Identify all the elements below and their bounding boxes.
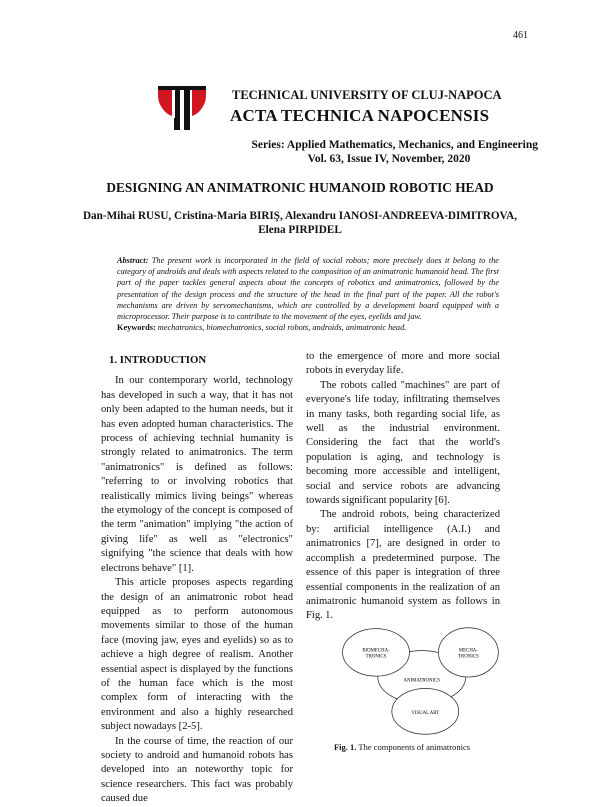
label-mec1: MECHA- <box>458 648 478 654</box>
university-logo <box>158 86 206 132</box>
label-visual-art: VISUAL ART <box>411 711 440 716</box>
section-heading: 1. INTRODUCTION <box>109 354 207 366</box>
journal-name: ACTA TECHNICA NAPOCENSIS <box>230 106 490 125</box>
caption-label: Fig. 1. <box>333 742 357 752</box>
paragraph: In the course of time, the reaction of our society to android and humanoid robots has developed into an noteworthy topic for science researchers. This fact was probably caused due <box>101 735 293 805</box>
label-bio1: BIOMECHA- <box>362 648 390 654</box>
paper-title: DESIGNING AN ANIMATRONIC HUMANOID ROBOTIC HEAD <box>106 180 494 195</box>
series-line: Series: Applied Mathematics, Mechanics, and Engineering <box>251 139 538 151</box>
paragraph: In our contemporary world, technology has developed in such a way, that it has not only been adapted to the human needs, but it has even adopted human characteristics. The process of achieving technial humanity is strongly related to animatronics. The term "animatronics" is defined as follows: "referring to or involving robotics that realistically mimics living beings" whereas the etymology of the concept is composed of the term "animation" implying "the action of giving life" as well as "electronics" signifying "the science that deals with how electrons behave" [1]. <box>101 375 293 574</box>
authors <box>80 209 520 237</box>
abstract <box>117 255 499 333</box>
paragraph: This article proposes aspects regarding the design of an animatronic robot head equipped as to perform autonomous movements similar to those of the human face (moving jaw, eyes and eyelids) so as to achieve a high degree of realism. Another essential aspect is displayed by the functions of the human face which is the most complex form of interacting with the environment and also a highly researched subject nowadays [2-5]. <box>101 577 293 733</box>
abstract-text: The present work is incorporated in the field of social robots; more precisely does it belong to the category of androids and deals with aspects related to the composition of an animatronic humanoid head. The first part of the paper tackles general aspects about the concepts of robotics and animatronics, followed by the presentation of the design process and the structure of the head in the final part of the paper. All the robot's mechanisms are driven by servomechanisms, which are controlled by a development board equipped with a microprocessor. Their purpose is to contribute to the movement of the eyes, eyelids and jaw. <box>117 256 499 322</box>
abstract-label: Abstract: <box>117 256 149 265</box>
label-animatronics: ANIMATRONICS <box>403 678 441 684</box>
left-column <box>101 353 293 807</box>
right-column <box>306 350 500 624</box>
author-line: Elena PIRPIDEL <box>258 224 342 236</box>
label-bio2: TRONICS <box>365 654 387 660</box>
figure-components-diagram <box>334 626 506 736</box>
keywords-text: mechatronics, biomechatronics, social robots, androids, animatronic head. <box>155 323 407 333</box>
paragraph: The android robots, being characterized by: artificial intelligence (A.I.) and animatronics [7], are designed in order to accomplish a predetermined purpose. The essence of this paper is integration of three essential components in the realization of an animatronic humanoid system as follows in Fig. 1. <box>306 509 500 622</box>
university-name: TECHNICAL UNIVERSITY OF CLUJ-NAPOCA <box>232 88 502 102</box>
volume-line: Vol. 63, Issue IV, November, 2020 <box>307 153 471 165</box>
author-line: Dan-Mihai RUSU, Cristina-Maria BIRIŞ, Alexandru IANOSI-ANDREEVA-DIMITROVA, <box>82 210 518 222</box>
keywords-label: Keywords: <box>117 323 156 333</box>
caption-text: The components of animatronics <box>356 742 471 752</box>
series-info <box>100 138 538 166</box>
figure-caption <box>306 742 498 752</box>
label-mec2: TRONICS <box>458 654 479 660</box>
paragraph: The robots called "machines" are part of everyone's life today, infiltrating themselves in many tasks, both regarding social life, as well as the industrial environment. Considering the fact that the world's population is aging, and technology is becoming more accessible and intelligent, social and service robots are advancing towards significant popularity [6]. <box>306 379 500 507</box>
page-number: 461 <box>513 30 528 41</box>
paragraph: to the emergence of more and more social robots in everyday life. <box>306 351 500 377</box>
